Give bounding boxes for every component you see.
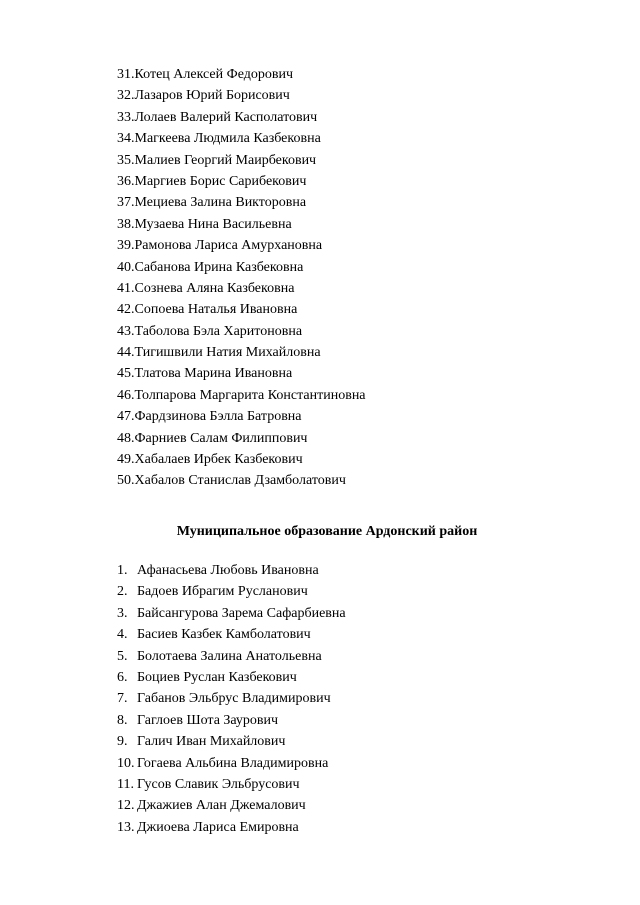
item-name: Басиев Казбек Камболатович	[137, 627, 311, 643]
item-name: Таболова Бэла Харитоновна	[134, 323, 303, 339]
item-name: Гогаева Альбина Владимировна	[137, 755, 329, 771]
list-item	[117, 278, 366, 299]
list-item	[117, 581, 346, 602]
item-number: 11.	[117, 776, 134, 792]
list-item	[117, 192, 366, 213]
list-item	[117, 385, 366, 406]
item-number: 46.	[117, 387, 135, 403]
item-number: 35.	[117, 152, 135, 168]
item-number: 8.	[117, 712, 128, 728]
item-number: 49.	[117, 452, 135, 468]
item-name: Бадоев Ибрагим Русланович	[137, 584, 308, 600]
list-item	[117, 85, 366, 106]
list-item	[117, 449, 366, 470]
list-item	[117, 774, 346, 795]
item-name: Лазаров Юрий Борисович	[134, 88, 290, 104]
participant-list-continued	[117, 64, 366, 492]
item-name: Лолаев Валерий Касполатович	[134, 109, 318, 125]
item-number: 1.	[117, 563, 128, 578]
item-number: 45.	[117, 366, 135, 382]
item-name: Сабанова Ирина Казбековна	[134, 259, 304, 275]
item-number: 41.	[117, 280, 135, 296]
item-number: 44.	[117, 345, 135, 361]
list-item	[117, 817, 346, 838]
list-item	[117, 214, 366, 235]
item-number: 36.	[117, 173, 135, 189]
item-number: 37.	[117, 195, 135, 211]
item-name: Болотаева Залина Анатольевна	[137, 648, 322, 664]
item-number: 13.	[117, 819, 135, 835]
item-number: 43.	[117, 323, 135, 339]
participant-list-ardon	[117, 560, 346, 838]
item-name: Гусов Славик Эльбрусович	[137, 776, 300, 792]
item-number: 12.	[117, 798, 135, 814]
list-item	[117, 710, 346, 731]
item-number: 2.	[117, 584, 128, 600]
item-name: Хабалаев Ирбек Казбекович	[134, 452, 303, 468]
item-name: Рамонова Лариса Амурхановна	[134, 238, 323, 254]
list-item	[117, 257, 366, 278]
item-name: Афанасьева Любовь Ивановна	[137, 563, 319, 578]
item-name: Джиоева Лариса Емировна	[137, 819, 299, 835]
item-number: 47.	[117, 409, 135, 425]
list-item	[117, 128, 366, 149]
item-name: Джажиев Алан Джемалович	[137, 798, 306, 814]
item-number: 32.	[117, 88, 135, 104]
item-number: 3.	[117, 605, 128, 621]
item-name: Толпарова Маргарита Константиновна	[134, 387, 366, 403]
list-item	[117, 603, 346, 624]
item-name: Малиев Георгий Маирбекович	[134, 152, 317, 168]
section-heading: Муниципальное образование Ардонский район	[176, 524, 478, 539]
item-name: Галич Иван Михайлович	[137, 734, 286, 750]
list-item	[117, 64, 366, 85]
item-name: Фардзинова Бэлла Батровна	[134, 409, 302, 425]
list-item	[117, 795, 346, 816]
item-number: 9.	[117, 734, 128, 750]
item-number: 10.	[117, 755, 135, 771]
item-number: 31.	[117, 67, 135, 82]
item-name: Гаглоев Шота Заурович	[137, 712, 279, 728]
item-number: 34.	[117, 131, 135, 147]
item-number: 7.	[117, 691, 128, 707]
item-name: Тлатова Марина Ивановна	[134, 366, 293, 382]
list-item	[117, 688, 346, 709]
item-number: 39.	[117, 238, 135, 254]
list-item	[117, 235, 366, 256]
item-number: 50.	[117, 473, 135, 489]
item-name: Маргиев Борис Сарибекович	[134, 173, 307, 189]
list-item	[117, 428, 366, 449]
item-name: Боциев Руслан Казбекович	[137, 669, 297, 685]
item-name: Мециева Залина Викторовна	[134, 195, 307, 211]
list-item	[117, 150, 366, 171]
list-item	[117, 406, 366, 427]
item-name: Хабалов Станислав Дзамболатович	[134, 473, 346, 489]
item-name: Котец Алексей Федорович	[134, 67, 293, 82]
item-name: Тигишвили Натия Михайловна	[134, 345, 321, 361]
item-number: 40.	[117, 259, 135, 275]
item-name: Музаева Нина Васильевна	[134, 216, 292, 232]
item-number: 42.	[117, 302, 135, 318]
item-name: Сопоева Наталья Ивановна	[134, 302, 298, 318]
list-item	[117, 667, 346, 688]
list-item	[117, 624, 346, 645]
list-item	[117, 753, 346, 774]
item-number: 33.	[117, 109, 135, 125]
list-item	[117, 107, 366, 128]
item-number: 48.	[117, 430, 135, 446]
item-number: 4.	[117, 627, 128, 643]
item-name: Габанов Эльбрус Владимирович	[137, 691, 331, 707]
item-name: Магкеева Людмила Казбековна	[134, 131, 321, 147]
list-item	[117, 731, 346, 752]
list-item	[117, 342, 366, 363]
item-number: 6.	[117, 669, 128, 685]
item-name: Байсангурова Зарема Сафарбиевна	[137, 605, 346, 621]
list-item	[117, 171, 366, 192]
item-number: 5.	[117, 648, 128, 664]
list-item	[117, 299, 366, 320]
item-name: Фарниев Салам Филиппович	[134, 430, 308, 446]
item-name: Сознева Аляна Казбековна	[134, 280, 295, 296]
item-number: 38.	[117, 216, 135, 232]
list-item	[117, 363, 366, 384]
list-item	[117, 470, 366, 491]
list-item	[117, 646, 346, 667]
list-item	[117, 321, 366, 342]
list-item	[117, 560, 346, 581]
